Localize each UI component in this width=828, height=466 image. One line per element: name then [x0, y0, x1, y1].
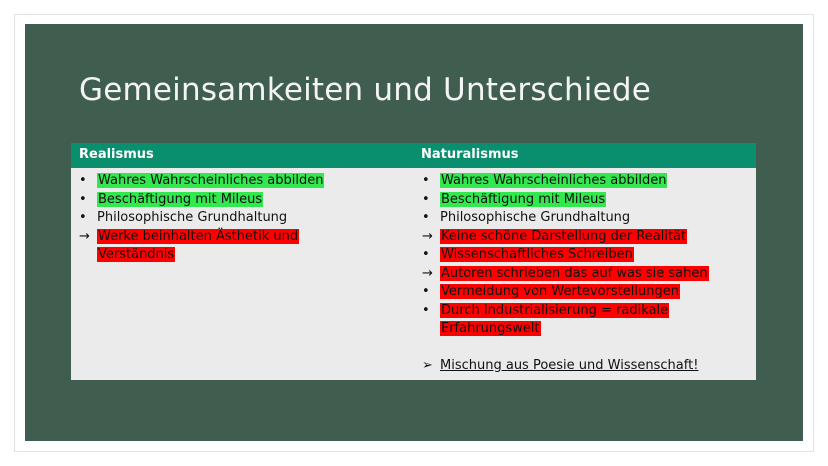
list-item [418, 191, 753, 210]
bullet-marker: • [79, 173, 87, 188]
list-item-text: Autoren schrieben das auf was sie sahen [441, 265, 708, 281]
header-realismus: Realismus [79, 147, 154, 162]
column-realismus [75, 172, 405, 265]
list-item [418, 283, 753, 302]
bullet-marker: • [422, 210, 430, 225]
arrow-icon: → [422, 228, 433, 244]
bullet-marker: • [422, 302, 430, 318]
bullet-marker: • [422, 284, 430, 299]
list-item [75, 209, 405, 228]
comparison-table [71, 143, 756, 380]
table-header [71, 143, 756, 168]
list-item [418, 246, 753, 265]
list-item-text: Beschäftigung mit Mileus [98, 191, 263, 207]
list-item [75, 172, 405, 191]
slide [25, 24, 803, 441]
arrow-icon: → [79, 228, 90, 244]
bullet-marker: • [422, 191, 430, 207]
list-item-text: Vermeidung von Wertevorstellungen [441, 284, 679, 299]
list-item-text: Wahres Wahrscheinliches abbilden [98, 173, 324, 188]
header-naturalismus: Naturalismus [421, 147, 519, 162]
list-item [75, 191, 405, 210]
list-item [75, 228, 405, 265]
column-naturalismus [418, 172, 753, 376]
arrowhead-bullet-icon: ➢ [422, 358, 433, 373]
list-item [418, 209, 753, 228]
conclusion-item [418, 357, 753, 376]
bullet-marker: • [422, 173, 430, 188]
list-item-text: Durch Industrialisierung = radikale Erfahrungswelt [441, 302, 669, 336]
list-item [418, 265, 753, 284]
list-item-text: Werke beinhalten Ästhetik und Verständnis [98, 228, 299, 262]
list-item-text: Keine schöne Darstellung der Realität [441, 228, 687, 244]
list-item [418, 302, 753, 339]
list-item [418, 172, 753, 191]
arrow-icon: → [422, 265, 433, 281]
bullet-marker: • [79, 210, 87, 225]
list-item-text: Philosophische Grundhaltung [97, 210, 288, 225]
list-item-text: Philosophische Grundhaltung [440, 210, 631, 225]
bullet-marker: • [422, 247, 430, 262]
list-item [418, 228, 753, 247]
list-item-text: Wissenschaftliches Schreiben [441, 247, 633, 262]
spacer [418, 339, 753, 358]
list-item-text: Wahres Wahrscheinliches abbilden [441, 173, 667, 188]
bullet-marker: • [79, 191, 87, 207]
list-item-text: Beschäftigung mit Mileus [441, 191, 606, 207]
slide-title: Gemeinsamkeiten und Unterschiede [79, 72, 652, 108]
conclusion-text: Mischung aus Poesie und Wissenschaft! [440, 358, 699, 373]
